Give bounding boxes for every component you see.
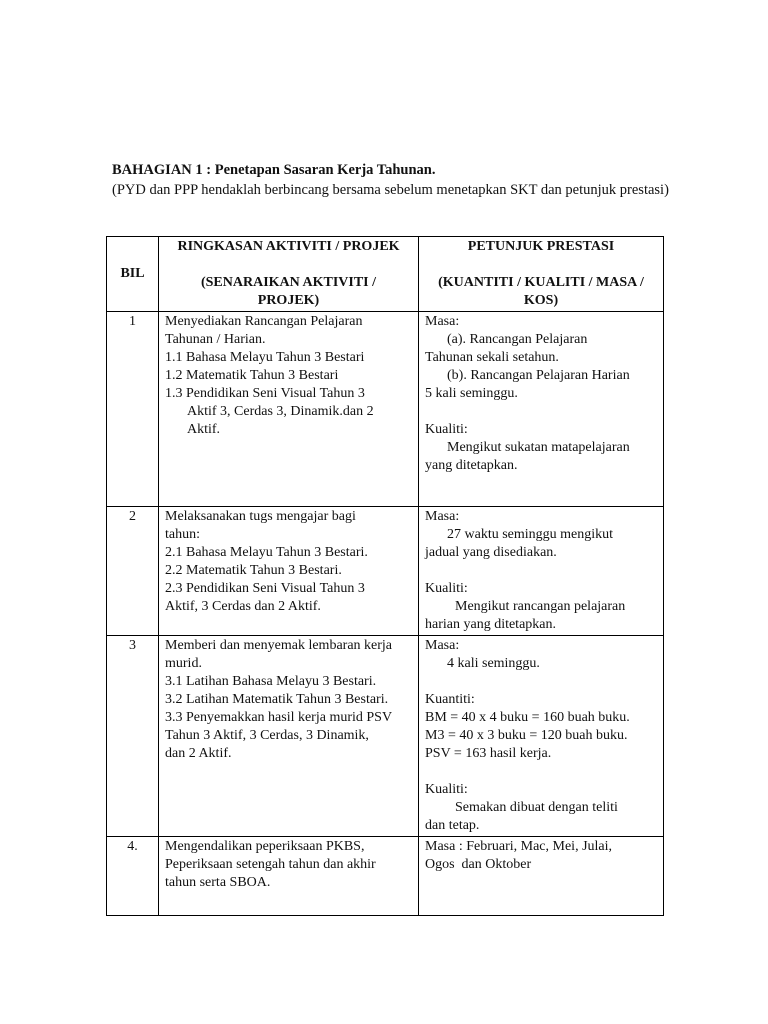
- aktiviti-line: Peperiksaan setengah tahun dan akhir: [165, 857, 376, 872]
- petunjuk-line: Mengikut rancangan pelajaran: [455, 599, 626, 614]
- petunjuk-line: Ogos dan Oktober: [425, 857, 532, 872]
- petunjuk-line: 27 waktu seminggu mengikut: [447, 527, 614, 542]
- petunjuk-line: BM = 40 x 4 buku = 160 buah buku.: [425, 710, 630, 725]
- petunjuk-line: Semakan dibuat dengan teliti: [455, 800, 618, 815]
- header-aktiviti-title: RINGKASAN AKTIVITI / PROJEK: [177, 239, 400, 254]
- row-petunjuk: [419, 312, 664, 507]
- row-bil: 1: [107, 312, 159, 507]
- petunjuk-line: jadual yang disediakan.: [425, 545, 557, 560]
- row-aktiviti: [159, 507, 419, 636]
- petunjuk-line: Masa:: [425, 638, 460, 653]
- petunjuk-line: Kuantiti:: [425, 692, 475, 707]
- aktiviti-line: Melaksanakan tugs mengajar bagi: [165, 509, 356, 524]
- aktiviti-line: Aktif, 3 Cerdas dan 2 Aktif.: [165, 599, 321, 614]
- skt-table: [106, 236, 664, 916]
- petunjuk-line: harian yang ditetapkan.: [425, 617, 557, 632]
- aktiviti-line: Memberi dan menyemak lembaran kerja: [165, 638, 393, 653]
- aktiviti-line: 1.2 Matematik Tahun 3 Bestari: [165, 368, 339, 383]
- row-petunjuk: [419, 837, 664, 916]
- aktiviti-line: 2.1 Bahasa Melayu Tahun 3 Bestari.: [165, 545, 368, 560]
- petunjuk-line: 4 kali seminggu.: [447, 656, 540, 671]
- aktiviti-line: 2.3 Pendidikan Seni Visual Tahun 3: [165, 581, 365, 596]
- row-bil: 2: [107, 507, 159, 636]
- aktiviti-line: 1.3 Pendidikan Seni Visual Tahun 3: [165, 386, 365, 401]
- table-row: [107, 312, 664, 507]
- aktiviti-line: 3.1 Latihan Bahasa Melayu 3 Bestari.: [165, 674, 377, 689]
- table-row: [107, 837, 664, 916]
- petunjuk-line: Masa:: [425, 509, 460, 524]
- row-petunjuk: [419, 636, 664, 837]
- aktiviti-line: murid.: [165, 656, 202, 671]
- petunjuk-line: PSV = 163 hasil kerja.: [425, 746, 552, 761]
- header-aktiviti: [159, 237, 419, 312]
- row-bil: 4.: [107, 837, 159, 916]
- petunjuk-line: Kualiti:: [425, 422, 468, 437]
- table-header-row: [107, 237, 664, 312]
- table-row: [107, 636, 664, 837]
- aktiviti-line: Menyediakan Rancangan Pelajaran: [165, 314, 363, 329]
- aktiviti-line: tahun serta SBOA.: [165, 875, 271, 890]
- aktiviti-line: Tahunan / Harian.: [165, 332, 266, 347]
- row-aktiviti: [159, 636, 419, 837]
- petunjuk-line: M3 = 40 x 3 buku = 120 buah buku.: [425, 728, 628, 743]
- petunjuk-line: (a). Rancangan Pelajaran: [447, 332, 588, 347]
- petunjuk-line: Masa : Februari, Mac, Mei, Julai,: [425, 839, 613, 854]
- aktiviti-line: Mengendalikan peperiksaan PKBS,: [165, 839, 365, 854]
- petunjuk-line: (b). Rancangan Pelajaran Harian: [447, 368, 630, 383]
- petunjuk-line: Masa:: [425, 314, 460, 329]
- aktiviti-line: Tahun 3 Aktif, 3 Cerdas, 3 Dinamik,: [165, 728, 369, 743]
- header-bil: BIL: [107, 237, 159, 312]
- row-aktiviti: [159, 312, 419, 507]
- header-petunjuk-sub-2: KOS): [523, 293, 559, 308]
- aktiviti-line: Aktif.: [187, 422, 221, 437]
- aktiviti-line: dan 2 Aktif.: [165, 746, 232, 761]
- table-row: [107, 507, 664, 636]
- row-petunjuk: [419, 507, 664, 636]
- intro-text: (PYD dan PPP hendaklah berbincang bersama sebelum menetapkan SKT dan petunjuk prestasi): [112, 182, 669, 198]
- header-aktiviti-sub-2: PROJEK): [257, 293, 320, 308]
- header-aktiviti-sub-1: (SENARAIKAN AKTIVITI /: [200, 275, 377, 290]
- petunjuk-line: Kualiti:: [425, 581, 468, 596]
- petunjuk-line: yang ditetapkan.: [425, 458, 518, 473]
- row-bil: 3: [107, 636, 159, 837]
- row-aktiviti: [159, 837, 419, 916]
- aktiviti-line: tahun:: [165, 527, 200, 542]
- header-petunjuk-sub-1: (KUANTITI / KUALITI / MASA /: [438, 275, 644, 290]
- petunjuk-line: Kualiti:: [425, 782, 468, 797]
- section-heading: BAHAGIAN 1 : Penetapan Sasaran Kerja Tahunan.: [112, 162, 436, 178]
- header-petunjuk: [419, 237, 664, 312]
- header-petunjuk-title: PETUNJUK PRESTASI: [467, 239, 615, 254]
- aktiviti-line: 3.3 Penyemakkan hasil kerja murid PSV: [165, 710, 393, 725]
- aktiviti-line: 1.1 Bahasa Melayu Tahun 3 Bestari: [165, 350, 365, 365]
- petunjuk-line: 5 kali seminggu.: [425, 386, 518, 401]
- petunjuk-line: Mengikut sukatan matapelajaran: [447, 440, 630, 455]
- aktiviti-line: 2.2 Matematik Tahun 3 Bestari.: [165, 563, 342, 578]
- petunjuk-line: Tahunan sekali setahun.: [425, 350, 559, 365]
- aktiviti-line: Aktif 3, Cerdas 3, Dinamik.dan 2: [187, 404, 374, 419]
- aktiviti-line: 3.2 Latihan Matematik Tahun 3 Bestari.: [165, 692, 389, 707]
- petunjuk-line: dan tetap.: [425, 818, 480, 833]
